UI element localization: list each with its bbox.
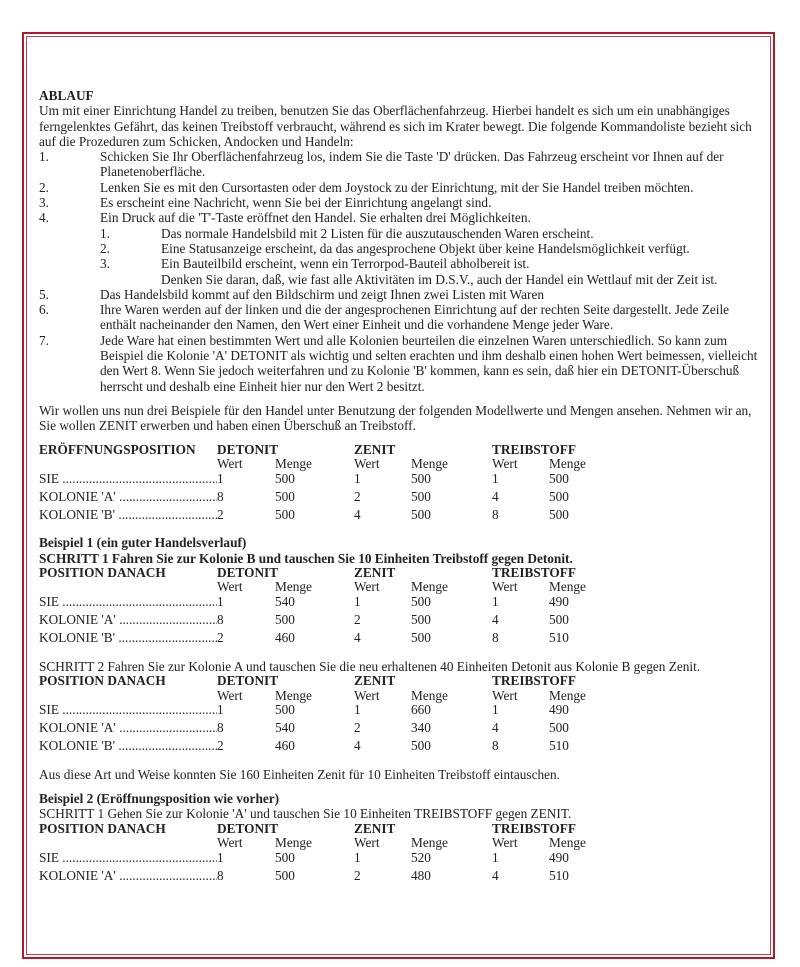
step-text: Ein Druck auf die 'T'-Taste eröffnet den Handel. Sie erhalten drei Möglichkeiten. [100, 210, 531, 226]
table-example-1-after-step-1 [39, 566, 619, 650]
cell-menge: 510 [549, 738, 569, 754]
substep-number: 1. [100, 225, 110, 241]
cell-menge: 480 [411, 867, 431, 883]
good-zenit: ZENIT [354, 820, 396, 836]
cell-menge: 500 [275, 507, 295, 523]
step-text: Schicken Sie Ihr Oberflächenfahrzeug los, indem Sie die Taste 'D' drücken. Das Fahrzeug erscheint vor Ihnen auf der Planetenoberfläche. [100, 149, 724, 180]
step-3 [39, 195, 759, 210]
table-header-row [39, 822, 619, 837]
row-label: KOLONIE 'A' ..... [39, 613, 217, 628]
table-row [39, 703, 619, 721]
col-wert: Wert [354, 835, 380, 851]
good-zenit: ZENIT [354, 672, 396, 688]
table-subheader-row [39, 457, 619, 472]
table-row [39, 472, 619, 490]
cell-wert: 1 [354, 470, 361, 486]
cell-menge: 500 [411, 470, 431, 486]
table-title: POSITION DANACH [39, 820, 166, 836]
example-1-step-1: SCHRITT 1 Fahren Sie zur Kolonie B und tauschen Sie 10 Einheiten Treibstoff gegen Detonit. [39, 550, 573, 566]
substep-3 [39, 256, 759, 271]
cell-menge: 500 [549, 507, 569, 523]
cell-wert: 2 [354, 612, 361, 628]
cell-menge: 500 [549, 720, 569, 736]
table-example-1-after-step-2 [39, 674, 619, 758]
cell-menge: 500 [275, 470, 295, 486]
example-2-title: Beispiel 2 (Eröffnungsposition wie vorher) [39, 790, 280, 806]
step-text: Ihre Waren werden auf der linken und die der angesprochenen Einrichtung auf der rechten Seite dargestellt. Jede Zeile enthält nacheinander den Namen, den Wert einer Einheit und die vorhandene Menge jeder Ware. [100, 302, 730, 333]
cell-wert: 1 [217, 594, 224, 610]
col-menge: Menge [549, 456, 586, 472]
cell-wert: 4 [354, 630, 361, 646]
substep-text: Ein Bauteilbild erscheint, wenn ein Terrorpod-Bauteil abholbereit ist. [161, 256, 530, 272]
table-opening-position [39, 443, 619, 527]
cell-menge: 500 [411, 507, 431, 523]
cell-wert: 8 [217, 488, 224, 504]
col-wert: Wert [354, 579, 380, 595]
cell-menge: 500 [549, 488, 569, 504]
cell-wert: 1 [354, 594, 361, 610]
example-1-summary: Aus diese Art und Weise konnten Sie 160 Einheiten Zenit für 10 Einheiten Treibstoff eintauschen. [39, 766, 560, 782]
cell-menge: 520 [411, 849, 431, 865]
table-subheader-row [39, 836, 619, 851]
cell-wert: 2 [354, 720, 361, 736]
cell-wert: 2 [217, 630, 224, 646]
cell-menge: 500 [275, 702, 295, 718]
good-detonit: DETONIT [217, 820, 279, 836]
col-menge: Menge [411, 835, 448, 851]
col-menge: Menge [275, 835, 312, 851]
example-1-title: Beispiel 1 (ein guter Handelsverlauf) [39, 535, 247, 551]
good-treibstoff: TREIBSTOFF [492, 441, 576, 457]
step-number: 6. [39, 302, 49, 318]
cell-wert: 8 [217, 867, 224, 883]
step-7 [39, 333, 759, 394]
substep-note-row [39, 272, 759, 287]
table-example-2-after-step-1 [39, 822, 619, 888]
substep-number: 2. [100, 240, 110, 256]
step-text: Jede Ware hat einen bestimmten Wert und alle Kolonien beurteilen die einzelnen Waren unterschiedlich. So kann zum Beispiel die Kolonie 'A' DETONIT als wichtig und selten erachten und ihm deshalb einen hohen Wert beimessen, vielleicht den Wert 8. Wenn Sie jedoch weiterfahren und zu Kolonie 'B' kommen, kann es sein, daß hier ein DETONIT-Überschuß herrscht und deshalb eine Einheit hier nur den Wert 2 besitzt. [100, 332, 758, 394]
cell-wert: 1 [492, 470, 499, 486]
table-row [39, 721, 619, 739]
col-menge: Menge [549, 835, 586, 851]
cell-menge: 500 [411, 594, 431, 610]
steps-list [39, 149, 759, 394]
step-6 [39, 302, 759, 333]
col-wert: Wert [217, 456, 243, 472]
step-number: 4. [39, 210, 49, 226]
cell-menge: 660 [411, 702, 431, 718]
cell-wert: 8 [492, 507, 499, 523]
table-title: ERÖFFNUNGSPOSITION [39, 441, 196, 457]
table-title: POSITION DANACH [39, 564, 166, 580]
row-label: KOLONIE 'B' ..... [39, 631, 217, 646]
row-label: KOLONIE 'A' ..... [39, 490, 217, 505]
row-label: KOLONIE 'B' ..... [39, 739, 217, 754]
cell-wert: 4 [492, 867, 499, 883]
good-detonit: DETONIT [217, 672, 279, 688]
step-4 [39, 210, 759, 225]
cell-wert: 1 [217, 470, 224, 486]
cell-menge: 540 [275, 594, 295, 610]
row-label: SIE ..... [39, 703, 217, 718]
cell-menge: 490 [549, 702, 569, 718]
substep-1 [39, 226, 759, 241]
col-wert: Wert [492, 687, 518, 703]
cell-menge: 500 [549, 470, 569, 486]
intro-paragraph: Um mit einer Einrichtung Handel zu treiben, benutzen Sie das Oberflächenfahrzeug. Hierbei handelt es sich um ein unabhängiges ferngelenktes Gefährt, das keinen Treibstoff verbraucht, während es sich im Krater bewegt. Die folgende Kommandoliste bezieht sich auf die Prozeduren zum Schicken, Andocken und Handeln: [39, 103, 752, 149]
cell-wert: 2 [217, 738, 224, 754]
good-detonit: DETONIT [217, 441, 279, 457]
substep-text: Eine Statusanzeige erscheint, da das angesprochene Objekt über keine Handelsmöglichkeit verfügt. [161, 240, 690, 256]
cell-wert: 1 [492, 849, 499, 865]
cell-menge: 500 [411, 738, 431, 754]
example-2-step-1: SCHRITT 1 Gehen Sie zur Kolonie 'A' und tauschen Sie 10 Einheiten TREIBSTOFF gegen ZENIT. [39, 806, 572, 822]
cell-wert: 2 [217, 507, 224, 523]
cell-menge: 510 [549, 630, 569, 646]
cell-menge: 490 [549, 594, 569, 610]
step-text: Es erscheint eine Nachricht, wenn Sie bei der Einrichtung angelangt sind. [100, 195, 492, 211]
cell-wert: 4 [492, 720, 499, 736]
cell-wert: 8 [217, 612, 224, 628]
cell-wert: 4 [354, 738, 361, 754]
cell-menge: 500 [275, 488, 295, 504]
cell-menge: 510 [549, 867, 569, 883]
col-wert: Wert [217, 687, 243, 703]
col-menge: Menge [275, 456, 312, 472]
col-wert: Wert [217, 579, 243, 595]
table-row [39, 851, 619, 869]
cell-wert: 8 [492, 630, 499, 646]
step-number: 5. [39, 286, 49, 302]
step-1 [39, 149, 759, 180]
cell-menge: 500 [275, 867, 295, 883]
good-treibstoff: TREIBSTOFF [492, 672, 576, 688]
good-detonit: DETONIT [217, 564, 279, 580]
step-number: 1. [39, 149, 49, 165]
step-number: 7. [39, 332, 49, 348]
section-heading: ABLAUF [39, 88, 94, 103]
cell-wert: 2 [354, 867, 361, 883]
cell-menge: 490 [549, 849, 569, 865]
step-2 [39, 180, 759, 195]
row-label: SIE ..... [39, 595, 217, 610]
cell-menge: 500 [549, 612, 569, 628]
good-zenit: ZENIT [354, 441, 396, 457]
step-5 [39, 287, 759, 302]
col-menge: Menge [411, 456, 448, 472]
col-wert: Wert [354, 687, 380, 703]
substep-2 [39, 241, 759, 256]
good-treibstoff: TREIBSTOFF [492, 820, 576, 836]
cell-wert: 4 [492, 612, 499, 628]
row-label: SIE ..... [39, 851, 217, 866]
col-menge: Menge [411, 579, 448, 595]
cell-menge: 500 [411, 630, 431, 646]
table-row [39, 739, 619, 757]
table-row [39, 613, 619, 631]
row-label: KOLONIE 'B' ..... [39, 508, 217, 523]
step-text: Das Handelsbild kommt auf den Bildschirm und zeigt Ihnen zwei Listen mit Waren [100, 286, 545, 302]
cell-wert: 8 [492, 738, 499, 754]
example-1-step-2: SCHRITT 2 Fahren Sie zur Kolonie A und tauschen Sie die neu erhaltenen 40 Einheiten Detonit aus Kolonie B gegen Zenit. [39, 658, 701, 674]
col-menge: Menge [275, 579, 312, 595]
col-wert: Wert [217, 835, 243, 851]
cell-wert: 1 [492, 594, 499, 610]
table-row [39, 869, 619, 887]
substep-number: 3. [100, 256, 110, 272]
row-label: KOLONIE 'A' ..... [39, 721, 217, 736]
cell-menge: 460 [275, 630, 295, 646]
table-subheader-row [39, 689, 619, 704]
cell-wert: 1 [217, 702, 224, 718]
table-header-row [39, 443, 619, 458]
cell-menge: 500 [275, 849, 295, 865]
table-row [39, 631, 619, 649]
table-header-row [39, 674, 619, 689]
table-subheader-row [39, 580, 619, 595]
cell-menge: 500 [411, 612, 431, 628]
cell-menge: 540 [275, 720, 295, 736]
cell-menge: 340 [411, 720, 431, 736]
cell-wert: 8 [217, 720, 224, 736]
cell-wert: 1 [354, 849, 361, 865]
table-title: POSITION DANACH [39, 672, 166, 688]
good-zenit: ZENIT [354, 564, 396, 580]
cell-wert: 1 [354, 702, 361, 718]
cell-wert: 1 [492, 702, 499, 718]
table-header-row [39, 566, 619, 581]
good-treibstoff: TREIBSTOFF [492, 564, 576, 580]
col-menge: Menge [411, 687, 448, 703]
cell-menge: 500 [411, 488, 431, 504]
table-row [39, 490, 619, 508]
cell-wert: 2 [354, 488, 361, 504]
row-label: SIE ..... [39, 472, 217, 487]
col-wert: Wert [354, 456, 380, 472]
document-body [39, 88, 759, 887]
step-number: 2. [39, 179, 49, 195]
col-menge: Menge [275, 687, 312, 703]
step-number: 3. [39, 195, 49, 211]
cell-menge: 500 [275, 612, 295, 628]
col-wert: Wert [492, 835, 518, 851]
cell-wert: 4 [354, 507, 361, 523]
row-label: KOLONIE 'A' ..... [39, 869, 217, 884]
cell-wert: 4 [492, 488, 499, 504]
col-wert: Wert [492, 456, 518, 472]
table-row [39, 595, 619, 613]
col-menge: Menge [549, 579, 586, 595]
col-wert: Wert [492, 579, 518, 595]
table-row [39, 508, 619, 526]
cell-wert: 1 [217, 849, 224, 865]
cell-menge: 460 [275, 738, 295, 754]
examples-intro: Wir wollen uns nun drei Beispiele für den Handel unter Benutzung der folgenden Modellwerte und Mengen ansehen. Nehmen wir an, Sie wollen ZENIT erwerben und haben einen Überschuß an Treibstoff. [39, 402, 752, 434]
step-text: Lenken Sie es mit den Cursortasten oder dem Joystock zu der Einrichtung, mit der Sie Handel treiben möchten. [100, 179, 694, 195]
substep-note: Denken Sie daran, daß, wie fast alle Aktivitäten im D.S.V., auch der Handel ein Wettlauf mit der Zeit ist. [161, 271, 718, 287]
col-menge: Menge [549, 687, 586, 703]
substep-text: Das normale Handelsbild mit 2 Listen für die auszutauschenden Waren erscheint. [161, 225, 594, 241]
